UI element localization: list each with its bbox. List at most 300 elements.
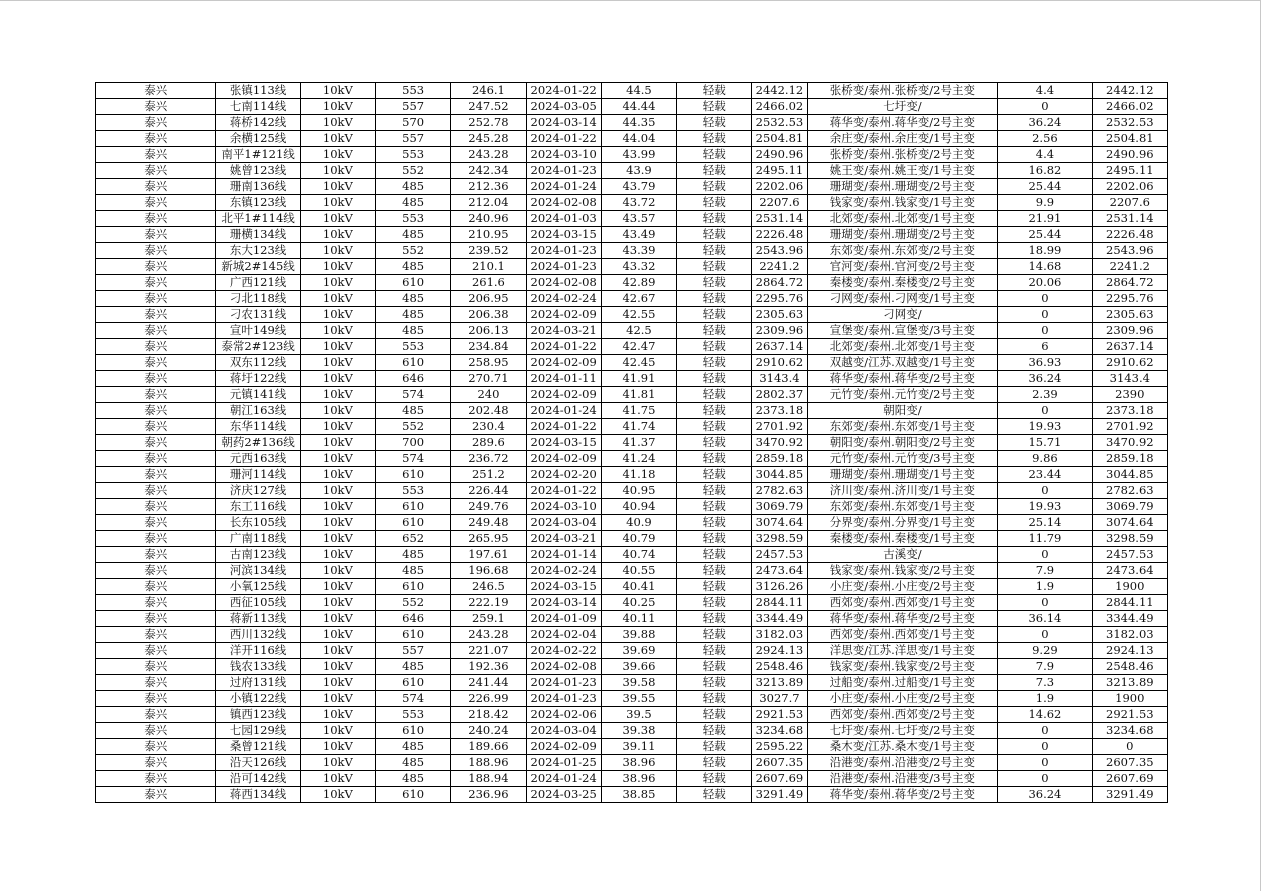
- cell-capacity-alt: 2921.53: [1092, 707, 1167, 723]
- table-row: [96, 339, 1168, 355]
- table-row: [96, 467, 1168, 483]
- cell-load-status: 轻载: [677, 707, 752, 723]
- cell-max-load: 189.66: [451, 739, 526, 755]
- cell-load-status: 轻载: [677, 339, 752, 355]
- cell-voltage: 10kV: [300, 771, 375, 787]
- cell-capacity-alt: 2859.18: [1092, 451, 1167, 467]
- cell-capacity-alt: 2782.63: [1092, 483, 1167, 499]
- cell-county: 泰兴: [96, 339, 216, 355]
- table-row: [96, 771, 1168, 787]
- cell-rated-capacity: 553: [376, 83, 451, 99]
- cell-load-rate: 39.55: [601, 691, 676, 707]
- cell-line-name: 蒋圩122线: [216, 371, 300, 387]
- cell-capacity-alt: 2637.14: [1092, 339, 1167, 355]
- cell-county: 泰兴: [96, 387, 216, 403]
- cell-line-name: 钱农133线: [216, 659, 300, 675]
- table-row: [96, 163, 1168, 179]
- cell-rated-capacity: 553: [376, 211, 451, 227]
- cell-date: 2024-02-09: [526, 355, 601, 371]
- cell-load-status: 轻载: [677, 595, 752, 611]
- table-row: [96, 83, 1168, 99]
- cell-county: 泰兴: [96, 707, 216, 723]
- cell-line-name: 桑曾121线: [216, 739, 300, 755]
- cell-line-name: 七园129线: [216, 723, 300, 739]
- cell-date: 2024-03-14: [526, 115, 601, 131]
- cell-substation-transformer: 张桥变/泰州.张桥变/2号主变: [807, 147, 998, 163]
- cell-county: 泰兴: [96, 547, 216, 563]
- cell-substation-transformer: 沿港变/泰州.沿港变/3号主变: [807, 771, 998, 787]
- cell-county: 泰兴: [96, 643, 216, 659]
- cell-load-rate: 43.49: [601, 227, 676, 243]
- cell-rated-capacity: 485: [376, 547, 451, 563]
- cell-voltage: 10kV: [300, 115, 375, 131]
- cell-date: 2024-02-24: [526, 291, 601, 307]
- cell-voltage: 10kV: [300, 451, 375, 467]
- cell-line-name: 东工116线: [216, 499, 300, 515]
- cell-voltage: 10kV: [300, 131, 375, 147]
- cell-rated-capacity: 557: [376, 643, 451, 659]
- table-row: [96, 371, 1168, 387]
- cell-capacity-alt: 2442.12: [1092, 83, 1167, 99]
- cell-capacity-alt: 2532.53: [1092, 115, 1167, 131]
- cell-date: 2024-03-15: [526, 435, 601, 451]
- cell-date: 2024-02-06: [526, 707, 601, 723]
- cell-county: 泰兴: [96, 787, 216, 803]
- cell-rated-capacity: 485: [376, 403, 451, 419]
- cell-rated-capacity: 574: [376, 691, 451, 707]
- cell-rated-capacity: 610: [376, 675, 451, 691]
- cell-capacity: 2495.11: [752, 163, 807, 179]
- cell-substation-transformer: 钱家变/泰州.钱家变/2号主变: [807, 563, 998, 579]
- cell-voltage: 10kV: [300, 611, 375, 627]
- cell-load-rate: 41.81: [601, 387, 676, 403]
- cell-value: 0: [998, 627, 1092, 643]
- cell-date: 2024-01-24: [526, 179, 601, 195]
- cell-county: 泰兴: [96, 195, 216, 211]
- cell-rated-capacity: 485: [376, 195, 451, 211]
- cell-voltage: 10kV: [300, 403, 375, 419]
- cell-voltage: 10kV: [300, 227, 375, 243]
- cell-line-name: 北平1#114线: [216, 211, 300, 227]
- cell-max-load: 210.1: [451, 259, 526, 275]
- cell-substation-transformer: 西郊变/泰州.西郊变/2号主变: [807, 707, 998, 723]
- cell-value: 36.24: [998, 115, 1092, 131]
- cell-rated-capacity: 485: [376, 179, 451, 195]
- cell-county: 泰兴: [96, 291, 216, 307]
- cell-county: 泰兴: [96, 659, 216, 675]
- table-row: [96, 659, 1168, 675]
- cell-value: 23.44: [998, 467, 1092, 483]
- cell-max-load: 243.28: [451, 627, 526, 643]
- cell-capacity-alt: 3143.4: [1092, 371, 1167, 387]
- cell-capacity-alt: 2373.18: [1092, 403, 1167, 419]
- table-row: [96, 563, 1168, 579]
- table-row: [96, 723, 1168, 739]
- cell-capacity-alt: 2295.76: [1092, 291, 1167, 307]
- cell-line-name: 元西163线: [216, 451, 300, 467]
- cell-capacity: 2241.2: [752, 259, 807, 275]
- table-row: [96, 99, 1168, 115]
- cell-load-rate: 41.24: [601, 451, 676, 467]
- cell-date: 2024-01-14: [526, 547, 601, 563]
- cell-capacity: 2202.06: [752, 179, 807, 195]
- cell-capacity: 2782.63: [752, 483, 807, 499]
- cell-load-rate: 40.41: [601, 579, 676, 595]
- cell-date: 2024-01-09: [526, 611, 601, 627]
- cell-substation-transformer: 张桥变/泰州.张桥变/2号主变: [807, 83, 998, 99]
- cell-load-status: 轻载: [677, 435, 752, 451]
- cell-line-name: 泰常2#123线: [216, 339, 300, 355]
- cell-max-load: 236.96: [451, 787, 526, 803]
- cell-load-rate: 38.96: [601, 771, 676, 787]
- cell-max-load: 247.52: [451, 99, 526, 115]
- cell-voltage: 10kV: [300, 691, 375, 707]
- cell-value: 11.79: [998, 531, 1092, 547]
- cell-rated-capacity: 557: [376, 99, 451, 115]
- cell-load-status: 轻载: [677, 771, 752, 787]
- cell-date: 2024-02-08: [526, 659, 601, 675]
- cell-value: 0: [998, 595, 1092, 611]
- cell-value: 0: [998, 547, 1092, 563]
- cell-value: 16.82: [998, 163, 1092, 179]
- table-row: [96, 499, 1168, 515]
- cell-load-status: 轻载: [677, 691, 752, 707]
- cell-capacity-alt: 2607.69: [1092, 771, 1167, 787]
- table-row: [96, 435, 1168, 451]
- cell-capacity: 3069.79: [752, 499, 807, 515]
- table-row: [96, 611, 1168, 627]
- cell-voltage: 10kV: [300, 179, 375, 195]
- cell-load-status: 轻载: [677, 531, 752, 547]
- cell-date: 2024-02-22: [526, 643, 601, 659]
- cell-county: 泰兴: [96, 739, 216, 755]
- cell-capacity-alt: 2504.81: [1092, 131, 1167, 147]
- table-row: [96, 787, 1168, 803]
- cell-capacity: 2607.35: [752, 755, 807, 771]
- cell-county: 泰兴: [96, 259, 216, 275]
- cell-substation-transformer: 姚王变/泰州.姚王变/1号主变: [807, 163, 998, 179]
- cell-rated-capacity: 485: [376, 291, 451, 307]
- cell-voltage: 10kV: [300, 83, 375, 99]
- table-row: [96, 211, 1168, 227]
- cell-line-name: 蒋新113线: [216, 611, 300, 627]
- cell-rated-capacity: 652: [376, 531, 451, 547]
- cell-capacity-alt: 3470.92: [1092, 435, 1167, 451]
- cell-max-load: 212.36: [451, 179, 526, 195]
- cell-value: 9.86: [998, 451, 1092, 467]
- cell-load-rate: 41.75: [601, 403, 676, 419]
- cell-voltage: 10kV: [300, 291, 375, 307]
- cell-capacity: 3291.49: [752, 787, 807, 803]
- cell-value: 1.9: [998, 691, 1092, 707]
- cell-capacity: 2637.14: [752, 339, 807, 355]
- cell-line-name: 沿可142线: [216, 771, 300, 787]
- cell-capacity-alt: 2241.2: [1092, 259, 1167, 275]
- cell-max-load: 241.44: [451, 675, 526, 691]
- cell-date: 2024-03-21: [526, 531, 601, 547]
- cell-line-name: 新城2#145线: [216, 259, 300, 275]
- cell-max-load: 234.84: [451, 339, 526, 355]
- cell-capacity-alt: 2309.96: [1092, 323, 1167, 339]
- cell-date: 2024-02-08: [526, 275, 601, 291]
- cell-voltage: 10kV: [300, 547, 375, 563]
- cell-max-load: 236.72: [451, 451, 526, 467]
- cell-substation-transformer: 洋思变/江苏.洋思变/1号主变: [807, 643, 998, 659]
- cell-substation-transformer: 钱家变/泰州.钱家变/1号主变: [807, 195, 998, 211]
- cell-load-rate: 40.11: [601, 611, 676, 627]
- table-row: [96, 387, 1168, 403]
- cell-capacity: 3213.89: [752, 675, 807, 691]
- cell-value: 25.14: [998, 515, 1092, 531]
- cell-substation-transformer: 济川变/泰州.济川变/1号主变: [807, 483, 998, 499]
- cell-line-name: 小镇122线: [216, 691, 300, 707]
- table-body: [96, 83, 1168, 803]
- cell-value: 18.99: [998, 243, 1092, 259]
- table-row: [96, 403, 1168, 419]
- cell-substation-transformer: 蒋华变/泰州.蒋华变/2号主变: [807, 787, 998, 803]
- table-row: [96, 131, 1168, 147]
- cell-substation-transformer: 古溪变/: [807, 547, 998, 563]
- cell-substation-transformer: 蒋华变/泰州.蒋华变/2号主变: [807, 115, 998, 131]
- cell-voltage: 10kV: [300, 659, 375, 675]
- cell-substation-transformer: 蒋华变/泰州.蒋华变/2号主变: [807, 371, 998, 387]
- cell-date: 2024-03-10: [526, 499, 601, 515]
- cell-line-name: 张镇113线: [216, 83, 300, 99]
- cell-voltage: 10kV: [300, 387, 375, 403]
- cell-county: 泰兴: [96, 771, 216, 787]
- cell-county: 泰兴: [96, 419, 216, 435]
- cell-load-status: 轻载: [677, 499, 752, 515]
- cell-rated-capacity: 553: [376, 147, 451, 163]
- cell-date: 2024-02-09: [526, 387, 601, 403]
- table-row: [96, 291, 1168, 307]
- cell-county: 泰兴: [96, 563, 216, 579]
- cell-substation-transformer: 蒋华变/泰州.蒋华变/2号主变: [807, 611, 998, 627]
- cell-value: 36.24: [998, 371, 1092, 387]
- cell-value: 1.9: [998, 579, 1092, 595]
- cell-load-rate: 43.72: [601, 195, 676, 211]
- cell-rated-capacity: 552: [376, 163, 451, 179]
- cell-voltage: 10kV: [300, 627, 375, 643]
- cell-line-name: 七南114线: [216, 99, 300, 115]
- cell-load-status: 轻载: [677, 483, 752, 499]
- cell-substation-transformer: 朝阳变/: [807, 403, 998, 419]
- cell-substation-transformer: 北郊变/泰州.北郊变/1号主变: [807, 339, 998, 355]
- cell-county: 泰兴: [96, 675, 216, 691]
- cell-substation-transformer: 官河变/泰州.官河变/2号主变: [807, 259, 998, 275]
- cell-voltage: 10kV: [300, 195, 375, 211]
- cell-capacity: 2701.92: [752, 419, 807, 435]
- cell-line-name: 古南123线: [216, 547, 300, 563]
- cell-county: 泰兴: [96, 371, 216, 387]
- cell-rated-capacity: 610: [376, 467, 451, 483]
- cell-load-rate: 44.04: [601, 131, 676, 147]
- cell-voltage: 10kV: [300, 339, 375, 355]
- cell-line-name: 蒋西134线: [216, 787, 300, 803]
- cell-load-status: 轻载: [677, 659, 752, 675]
- cell-max-load: 206.95: [451, 291, 526, 307]
- cell-line-name: 小氧125线: [216, 579, 300, 595]
- cell-voltage: 10kV: [300, 483, 375, 499]
- table-row: [96, 419, 1168, 435]
- cell-max-load: 249.48: [451, 515, 526, 531]
- cell-line-name: 南平1#121线: [216, 147, 300, 163]
- cell-load-status: 轻载: [677, 99, 752, 115]
- cell-line-name: 过府131线: [216, 675, 300, 691]
- cell-capacity: 2490.96: [752, 147, 807, 163]
- cell-load-status: 轻载: [677, 675, 752, 691]
- cell-load-rate: 43.32: [601, 259, 676, 275]
- cell-max-load: 265.95: [451, 531, 526, 547]
- cell-substation-transformer: 小庄变/泰州.小庄变/2号主变: [807, 691, 998, 707]
- cell-max-load: 192.36: [451, 659, 526, 675]
- cell-load-rate: 44.35: [601, 115, 676, 131]
- cell-capacity: 2864.72: [752, 275, 807, 291]
- cell-rated-capacity: 610: [376, 355, 451, 371]
- cell-value: 0: [998, 723, 1092, 739]
- cell-capacity: 2207.6: [752, 195, 807, 211]
- cell-load-rate: 42.45: [601, 355, 676, 371]
- cell-load-status: 轻载: [677, 179, 752, 195]
- table-row: [96, 643, 1168, 659]
- cell-load-rate: 40.9: [601, 515, 676, 531]
- cell-value: 0: [998, 755, 1092, 771]
- cell-voltage: 10kV: [300, 259, 375, 275]
- cell-substation-transformer: 宣堡变/泰州.宣堡变/3号主变: [807, 323, 998, 339]
- cell-voltage: 10kV: [300, 707, 375, 723]
- cell-value: 2.39: [998, 387, 1092, 403]
- cell-capacity-alt: 1900: [1092, 579, 1167, 595]
- cell-date: 2024-01-23: [526, 243, 601, 259]
- cell-rated-capacity: 485: [376, 771, 451, 787]
- cell-rated-capacity: 485: [376, 659, 451, 675]
- table-row: [96, 579, 1168, 595]
- cell-load-status: 轻载: [677, 195, 752, 211]
- cell-substation-transformer: 余庄变/泰州.余庄变/1号主变: [807, 131, 998, 147]
- cell-load-status: 轻载: [677, 563, 752, 579]
- cell-date: 2024-01-22: [526, 339, 601, 355]
- cell-substation-transformer: 秦楼变/泰州.秦楼变/2号主变: [807, 275, 998, 291]
- cell-load-rate: 41.18: [601, 467, 676, 483]
- cell-capacity-alt: 2701.92: [1092, 419, 1167, 435]
- cell-line-name: 西征105线: [216, 595, 300, 611]
- cell-county: 泰兴: [96, 691, 216, 707]
- cell-load-status: 轻载: [677, 755, 752, 771]
- cell-county: 泰兴: [96, 307, 216, 323]
- cell-load-rate: 41.91: [601, 371, 676, 387]
- cell-load-status: 轻载: [677, 227, 752, 243]
- cell-load-status: 轻载: [677, 131, 752, 147]
- cell-rated-capacity: 553: [376, 339, 451, 355]
- cell-load-status: 轻载: [677, 643, 752, 659]
- cell-capacity: 2531.14: [752, 211, 807, 227]
- cell-capacity-alt: 2543.96: [1092, 243, 1167, 259]
- cell-max-load: 259.1: [451, 611, 526, 627]
- cell-load-rate: 39.88: [601, 627, 676, 643]
- table-row: [96, 691, 1168, 707]
- cell-capacity-alt: 2202.06: [1092, 179, 1167, 195]
- cell-value: 4.4: [998, 147, 1092, 163]
- table-row: [96, 227, 1168, 243]
- cell-load-rate: 43.99: [601, 147, 676, 163]
- cell-rated-capacity: 610: [376, 627, 451, 643]
- cell-rated-capacity: 485: [376, 755, 451, 771]
- cell-date: 2024-01-11: [526, 371, 601, 387]
- cell-substation-transformer: 东郊变/泰州.东郊变/1号主变: [807, 419, 998, 435]
- cell-capacity: 2532.53: [752, 115, 807, 131]
- cell-max-load: 245.28: [451, 131, 526, 147]
- cell-date: 2024-02-04: [526, 627, 601, 643]
- cell-line-name: 洋开116线: [216, 643, 300, 659]
- cell-max-load: 188.94: [451, 771, 526, 787]
- cell-capacity-alt: 2864.72: [1092, 275, 1167, 291]
- cell-load-status: 轻载: [677, 307, 752, 323]
- cell-load-rate: 42.67: [601, 291, 676, 307]
- cell-line-name: 宣叶149线: [216, 323, 300, 339]
- cell-capacity: 2910.62: [752, 355, 807, 371]
- cell-substation-transformer: 分界变/泰州.分界变/1号主变: [807, 515, 998, 531]
- cell-county: 泰兴: [96, 723, 216, 739]
- cell-max-load: 202.48: [451, 403, 526, 419]
- cell-value: 14.62: [998, 707, 1092, 723]
- cell-line-name: 刁北118线: [216, 291, 300, 307]
- cell-load-rate: 39.58: [601, 675, 676, 691]
- cell-date: 2024-03-04: [526, 515, 601, 531]
- cell-load-status: 轻载: [677, 387, 752, 403]
- cell-max-load: 206.13: [451, 323, 526, 339]
- cell-value: 4.4: [998, 83, 1092, 99]
- cell-line-name: 河滨134线: [216, 563, 300, 579]
- cell-date: 2024-02-09: [526, 739, 601, 755]
- cell-date: 2024-01-23: [526, 691, 601, 707]
- cell-max-load: 221.07: [451, 643, 526, 659]
- cell-voltage: 10kV: [300, 531, 375, 547]
- cell-load-status: 轻载: [677, 259, 752, 275]
- table-row: [96, 739, 1168, 755]
- cell-max-load: 246.5: [451, 579, 526, 595]
- cell-max-load: 226.44: [451, 483, 526, 499]
- cell-rated-capacity: 646: [376, 371, 451, 387]
- cell-capacity-alt: 3069.79: [1092, 499, 1167, 515]
- table-row: [96, 275, 1168, 291]
- cell-voltage: 10kV: [300, 419, 375, 435]
- cell-capacity-alt: 2457.53: [1092, 547, 1167, 563]
- cell-load-rate: 42.47: [601, 339, 676, 355]
- feeder-load-table: [95, 82, 1168, 803]
- cell-county: 泰兴: [96, 531, 216, 547]
- cell-load-status: 轻载: [677, 355, 752, 371]
- cell-value: 0: [998, 771, 1092, 787]
- cell-capacity: 2607.69: [752, 771, 807, 787]
- cell-county: 泰兴: [96, 467, 216, 483]
- cell-date: 2024-03-15: [526, 227, 601, 243]
- cell-line-name: 东大123线: [216, 243, 300, 259]
- cell-capacity: 2802.37: [752, 387, 807, 403]
- cell-load-rate: 43.39: [601, 243, 676, 259]
- cell-load-rate: 40.25: [601, 595, 676, 611]
- cell-capacity-alt: 2548.46: [1092, 659, 1167, 675]
- cell-substation-transformer: 元竹变/泰州.元竹变/3号主变: [807, 451, 998, 467]
- cell-capacity: 2921.53: [752, 707, 807, 723]
- cell-capacity: 2226.48: [752, 227, 807, 243]
- cell-max-load: 218.42: [451, 707, 526, 723]
- cell-load-rate: 43.9: [601, 163, 676, 179]
- cell-load-status: 轻载: [677, 291, 752, 307]
- cell-capacity: 2595.22: [752, 739, 807, 755]
- cell-line-name: 珊河114线: [216, 467, 300, 483]
- cell-capacity-alt: 2305.63: [1092, 307, 1167, 323]
- cell-substation-transformer: 北郊变/泰州.北郊变/1号主变: [807, 211, 998, 227]
